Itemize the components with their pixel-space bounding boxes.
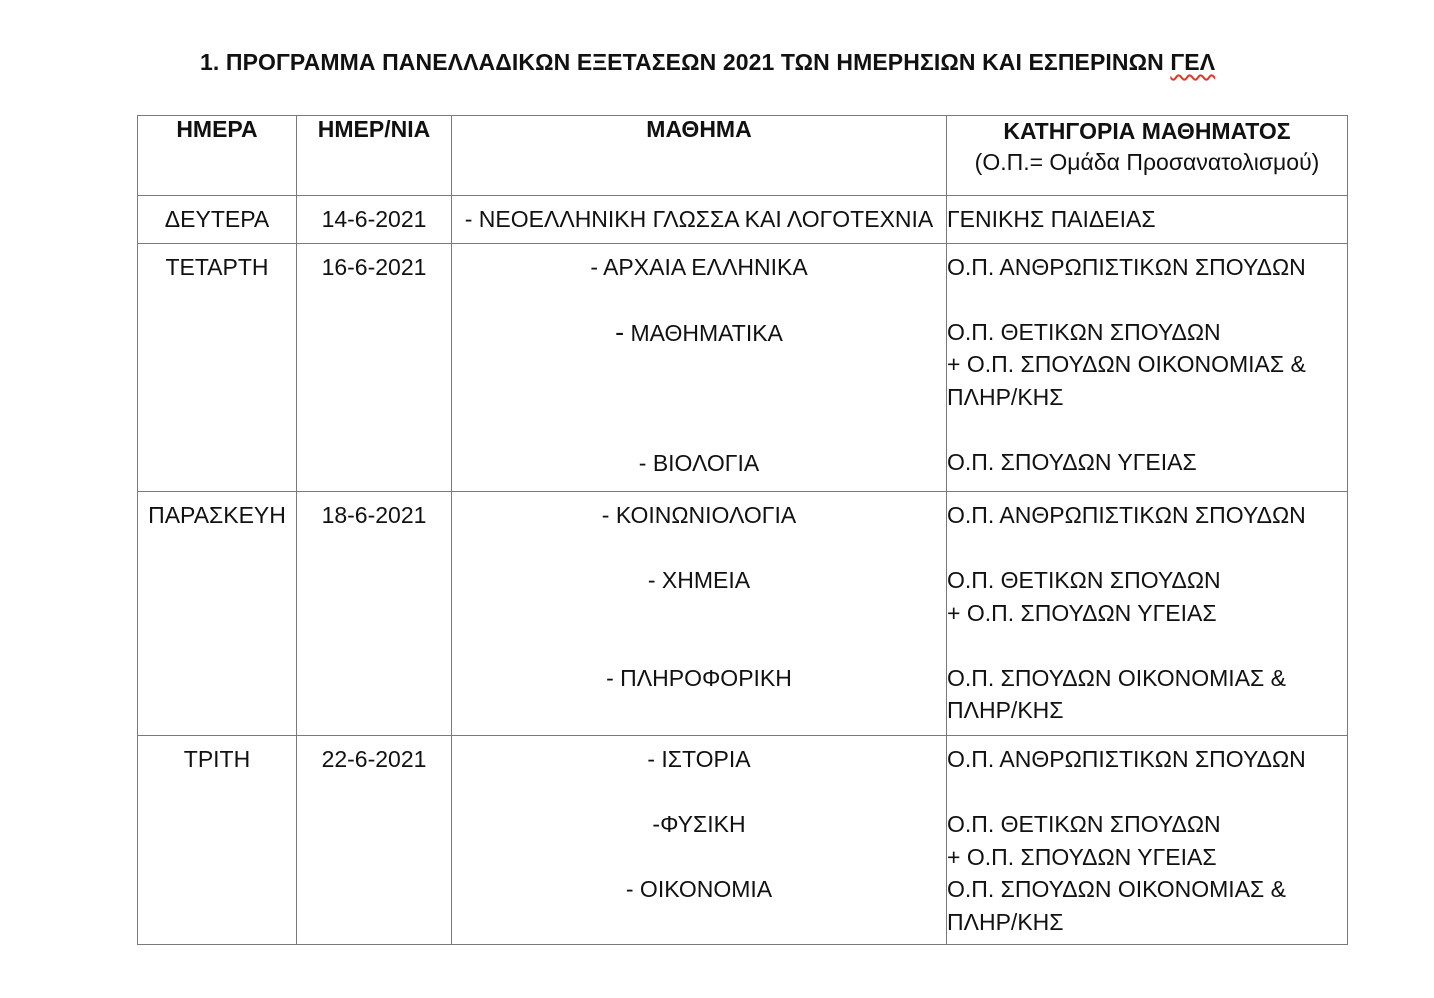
- subject-text: ΜΑΘΗΜΑΤΙΚΑ: [630, 320, 783, 346]
- category-text: Ο.Π. ΣΠΟΥΔΩΝ ΟΙΚΟΝΟΜΙΑΣ &: [947, 664, 1286, 691]
- date-text: 22-6-2021: [321, 746, 427, 772]
- table-row: [138, 736, 1348, 945]
- date-text: 14-6-2021: [321, 206, 427, 232]
- header-date: ΗΜΕΡ/ΝΙΑ: [297, 116, 452, 196]
- category-text: + Ο.Π. ΣΠΟΥΔΩΝ ΥΓΕΙΑΣ: [947, 843, 1217, 870]
- category-text: Ο.Π. ΑΝΘΡΩΠΙΣΤΙΚΩΝ ΣΠΟΥΔΩΝ: [947, 254, 1306, 280]
- day-cell: [138, 492, 297, 736]
- subject-dash: -: [615, 317, 625, 347]
- header-category: [947, 116, 1348, 196]
- subject-text: - ΙΣΤΟΡΙΑ: [647, 746, 751, 772]
- category-text: Ο.Π. ΘΕΤΙΚΩΝ ΣΠΟΥΔΩΝ: [947, 567, 1221, 593]
- header-category-label: ΚΑΤΗΓΟΡΙΑ ΜΑΘΗΜΑΤΟΣ: [1003, 118, 1291, 144]
- category-text: Ο.Π. ΘΕΤΙΚΩΝ ΣΠΟΥΔΩΝ: [947, 318, 1221, 345]
- category-text: + Ο.Π. ΣΠΟΥΔΩΝ ΥΓΕΙΑΣ: [947, 599, 1217, 626]
- date-text: 18-6-2021: [321, 502, 427, 528]
- date-cell: [297, 244, 452, 492]
- category-text: Ο.Π. ΣΠΟΥΔΩΝ ΥΓΕΙΑΣ: [947, 448, 1197, 475]
- table-row: [138, 196, 1348, 244]
- subject-line: [452, 316, 946, 350]
- subject-text: - ΧΗΜΕΙΑ: [647, 567, 751, 593]
- subject-cell: [452, 492, 947, 736]
- table-header-row: [138, 116, 1348, 196]
- header-day: ΗΜΕΡΑ: [138, 116, 297, 196]
- category-cell: [947, 244, 1348, 492]
- day-cell: [138, 196, 297, 244]
- category-cell: [947, 736, 1348, 945]
- category-cell: [947, 492, 1348, 736]
- day-text: ΤΕΤΑΡΤΗ: [165, 254, 269, 280]
- date-cell: [297, 736, 452, 945]
- category-text: + Ο.Π. ΣΠΟΥΔΩΝ ΟΙΚΟΝΟΜΙΑΣ &: [947, 351, 1306, 377]
- date-cell: [297, 492, 452, 736]
- subject-text: -ΦΥΣΙΚΗ: [652, 811, 746, 837]
- header-category-note: (Ο.Π.= Ομάδα Προσανατολισμού): [974, 149, 1320, 175]
- subject-cell: [452, 736, 947, 945]
- category-text: Ο.Π. ΑΝΘΡΩΠΙΣΤΙΚΩΝ ΣΠΟΥΔΩΝ: [947, 746, 1306, 772]
- category-text: ΓΕΝΙΚΗΣ ΠΑΙΔΕΙΑΣ: [947, 206, 1156, 232]
- subject-text: - ΑΡΧΑΙΑ ΕΛΛΗΝΙΚΑ: [590, 254, 808, 280]
- subject-text: - ΚΟΙΝΩΝΙΟΛΟΓΙΑ: [601, 502, 797, 528]
- title-spellcheck-word: ΓΕΛ: [1170, 49, 1216, 75]
- category-text: Ο.Π. ΣΠΟΥΔΩΝ ΟΙΚΟΝΟΜΙΑΣ &: [947, 876, 1286, 902]
- day-cell: [138, 244, 297, 492]
- day-text: ΔΕΥΤΕΡΑ: [164, 206, 270, 232]
- table-row: [138, 492, 1348, 736]
- document-title: [200, 49, 1215, 76]
- category-text: ΠΛΗΡ/ΚΗΣ: [947, 697, 1064, 723]
- day-text: ΠΑΡΑΣΚΕΥΗ: [148, 502, 286, 528]
- category-text: ΠΛΗΡ/ΚΗΣ: [947, 908, 1064, 935]
- title-text: 1. ΠΡΟΓΡΑΜΜΑ ΠΑΝΕΛΛΑΔΙΚΩΝ ΕΞΕΤΑΣΕΩΝ 2021 ΤΩΝ ΗΜΕΡΗΣΙΩΝ ΚΑΙ ΕΣΠΕΡΙΝΩΝ: [200, 49, 1171, 75]
- category-text: ΠΛΗΡ/ΚΗΣ: [947, 383, 1064, 410]
- date-text: 16-6-2021: [321, 254, 427, 280]
- subject-text: - ΠΛΗΡΟΦΟΡΙΚΗ: [606, 664, 792, 691]
- table-row: [138, 244, 1348, 492]
- category-text: Ο.Π. ΘΕΤΙΚΩΝ ΣΠΟΥΔΩΝ: [947, 811, 1221, 837]
- subject-text: - ΒΙΟΛΟΓΙΑ: [638, 450, 760, 476]
- exam-schedule-table: [137, 115, 1348, 945]
- day-cell: [138, 736, 297, 945]
- date-cell: [297, 196, 452, 244]
- category-cell: [947, 196, 1348, 244]
- subject-text: - ΝΕΟΕΛΛΗΝΙΚΗ ΓΛΩΣΣΑ ΚΑΙ ΛΟΓΟΤΕΧΝΙΑ: [464, 206, 934, 232]
- subject-text: - ΟΙΚΟΝΟΜΙΑ: [625, 876, 773, 902]
- day-text: ΤΡΙΤΗ: [183, 746, 251, 772]
- subject-cell: [452, 196, 947, 244]
- subject-cell: [452, 244, 947, 492]
- category-text: Ο.Π. ΑΝΘΡΩΠΙΣΤΙΚΩΝ ΣΠΟΥΔΩΝ: [947, 502, 1306, 528]
- header-subject: ΜΑΘΗΜΑ: [452, 116, 947, 196]
